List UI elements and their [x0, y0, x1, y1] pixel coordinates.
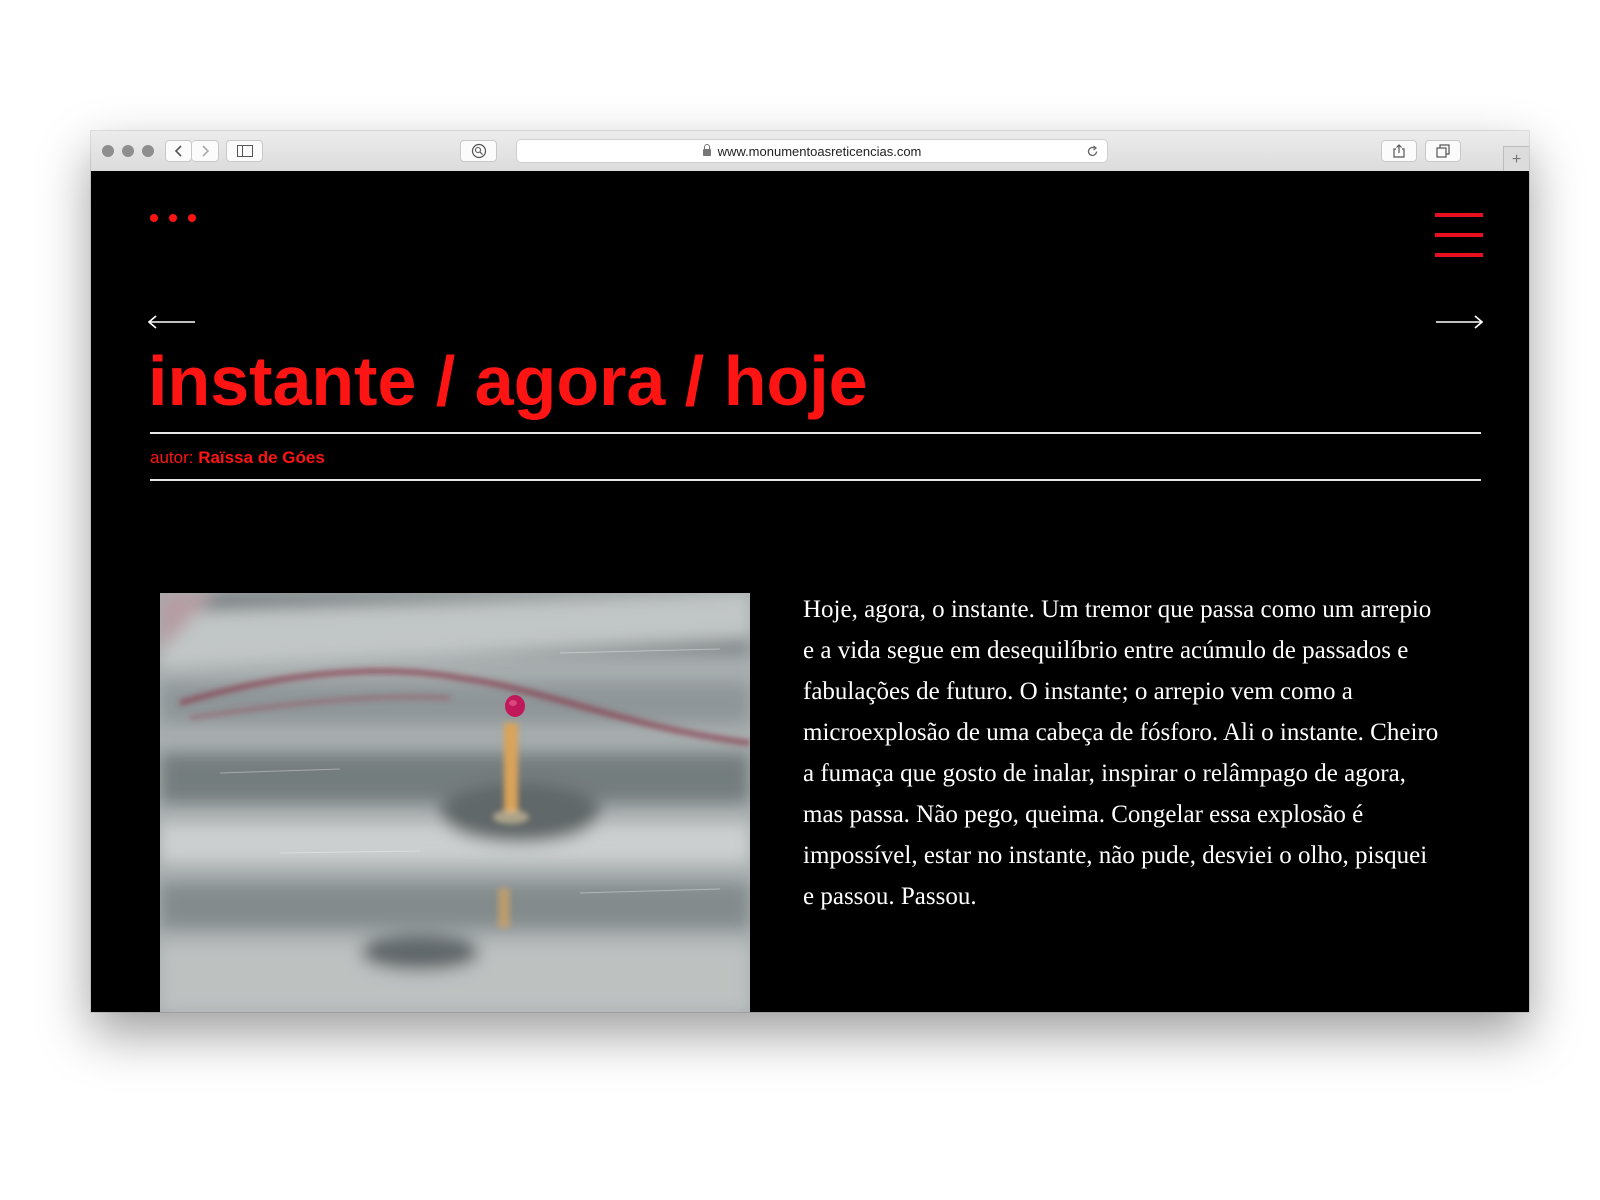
chevron-left-icon: [174, 145, 184, 157]
browser-toolbar: [91, 131, 1529, 172]
page-title: instante / agora / hoje: [148, 342, 868, 420]
author-label: autor:: [150, 448, 199, 467]
logo-dot: [188, 214, 196, 222]
share-button[interactable]: [1381, 140, 1417, 162]
match-in-ice-image: [160, 593, 750, 1012]
author-line: [150, 448, 325, 468]
sidebar-icon: [237, 145, 253, 157]
tabs-icon: [1436, 144, 1450, 158]
menu-bar: [1435, 253, 1483, 257]
article-body: Hoje, agora, o instante. Um tremor que passa como um arrepio e a vida segue em desequilíbrio entre acúmulo de passados e fabulações de futuro. O instante; o arrepio vem como a microexplosão de uma cabeça de fósforo. Ali o instante. Cheiro a fumaça que gosto de inalar, inspirar o relâmpago de agora, mas passa. Não pego, queima. Congelar essa explosão é impossível, estar no instante, não pude, desviei o olho, pisquei e passou. Passou.: [803, 596, 1439, 910]
hamburger-menu-icon[interactable]: [1435, 213, 1483, 257]
share-icon: [1393, 144, 1405, 158]
forward-button[interactable]: [192, 140, 219, 162]
lock-icon: [703, 149, 711, 156]
author-divider: [150, 479, 1481, 481]
author-name[interactable]: Raïssa de Góes: [198, 448, 325, 467]
zoom-window-button[interactable]: [142, 145, 154, 157]
new-tab-button[interactable]: [1503, 146, 1529, 172]
privacy-report-button[interactable]: [460, 140, 497, 162]
three-dots-icon[interactable]: [150, 214, 196, 222]
menu-bar: [1435, 213, 1483, 217]
web-page: [91, 171, 1529, 1012]
address-bar[interactable]: [516, 139, 1108, 163]
logo-dot: [169, 214, 177, 222]
reload-icon[interactable]: [1086, 145, 1099, 158]
sidebar-toggle-button[interactable]: [226, 140, 263, 162]
close-window-button[interactable]: [102, 145, 114, 157]
arrow-left-icon[interactable]: [148, 315, 196, 329]
plus-icon: +: [1511, 150, 1522, 168]
url-text: www.monumentoasreticencias.com: [717, 143, 922, 159]
minimize-window-button[interactable]: [122, 145, 134, 157]
article-photo: [160, 593, 750, 1012]
chevron-right-icon: [200, 145, 210, 157]
menu-bar: [1435, 233, 1483, 237]
tabs-overview-button[interactable]: [1425, 140, 1461, 162]
privacy-icon: [471, 143, 487, 159]
logo-dot: [150, 214, 158, 222]
browser-window: [91, 131, 1529, 1012]
title-divider: [150, 432, 1481, 434]
arrow-right-icon[interactable]: [1435, 315, 1483, 329]
back-button[interactable]: [165, 140, 192, 162]
